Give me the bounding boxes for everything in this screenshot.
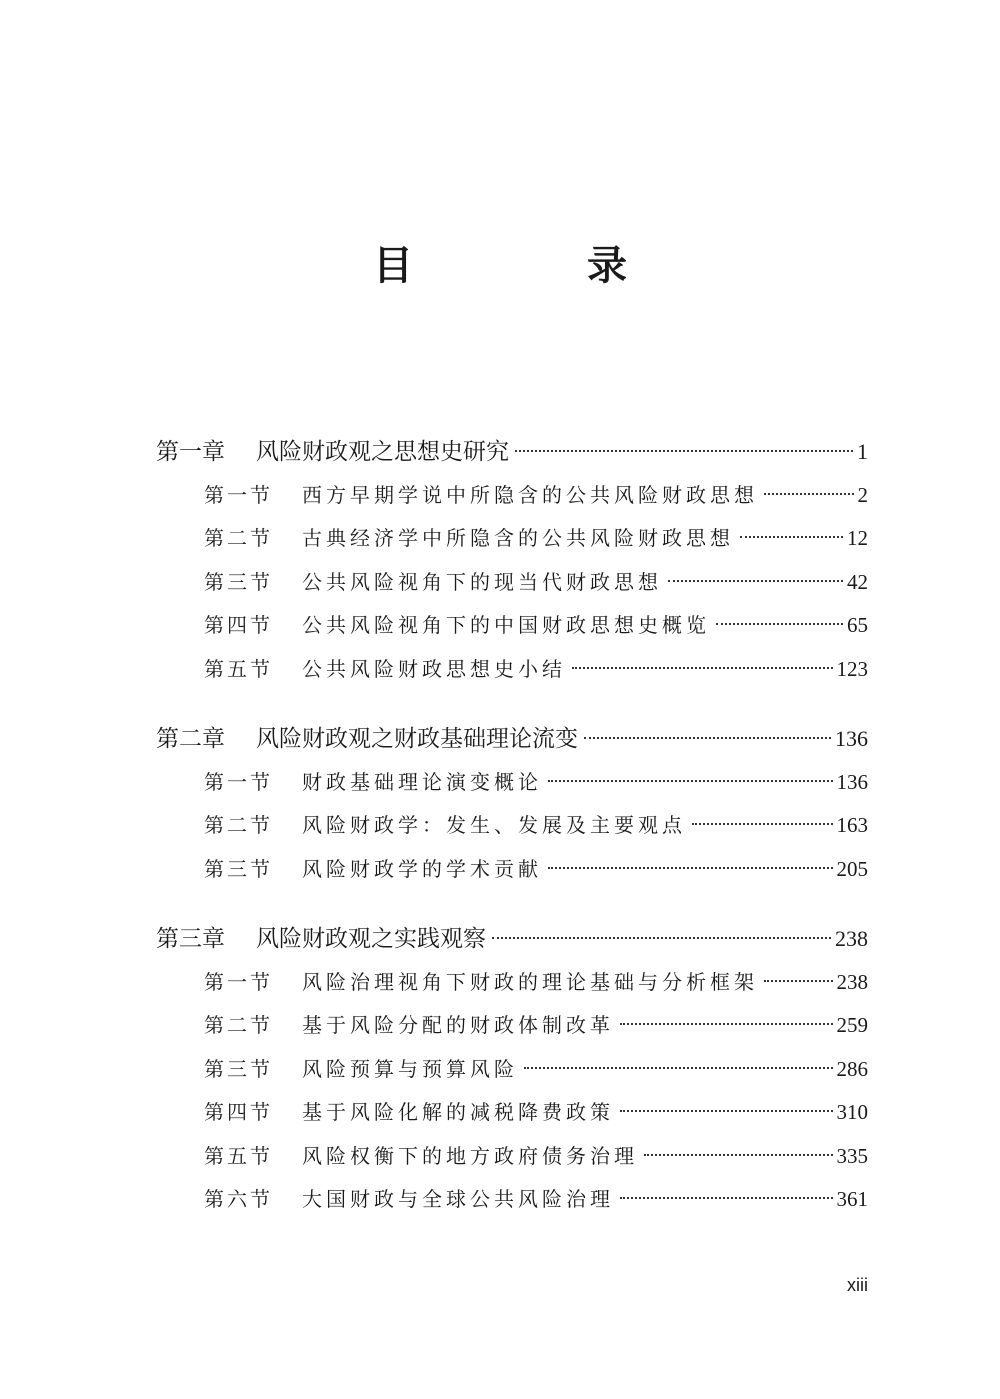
- section-title: 基于风险分配的财政体制改革: [302, 1013, 614, 1037]
- section-title: 大国财政与全球公共风险治理: [302, 1187, 614, 1211]
- section-entry[interactable]: [156, 961, 868, 1005]
- page-folio: xiii: [847, 1275, 868, 1295]
- page-number: 123: [836, 656, 868, 681]
- page-number: 2: [857, 482, 868, 507]
- dot-leader: [524, 1067, 833, 1069]
- page-number: 136: [835, 726, 868, 751]
- section-entry[interactable]: [156, 1048, 868, 1092]
- section-title: 风险预算与预算风险: [302, 1056, 518, 1081]
- section-label: 第一节: [204, 969, 273, 994]
- section-label: 第五节: [204, 656, 273, 681]
- chapter-label: 第三章: [156, 926, 225, 952]
- chapter-1: [156, 430, 868, 691]
- chapter-2: [156, 717, 868, 891]
- page-number: 361: [836, 1187, 868, 1211]
- chapter-entry[interactable]: [156, 430, 868, 474]
- section-entry[interactable]: [156, 474, 868, 518]
- page-number: 238: [836, 969, 868, 994]
- dot-leader: [584, 737, 831, 739]
- page-number: 42: [847, 569, 868, 594]
- section-label: 第四节: [204, 1100, 273, 1124]
- section-title: 财政基础理论演变概论: [302, 769, 542, 794]
- chapter-label: 第二章: [156, 726, 225, 752]
- section-entry[interactable]: [156, 517, 868, 561]
- chapter-title: 风险财政观之财政基础理论流变: [256, 726, 578, 752]
- section-title: 西方早期学说中所隐含的公共风险财政思想: [302, 482, 758, 507]
- dot-leader: [572, 667, 833, 669]
- section-label: 第二节: [204, 526, 273, 550]
- section-title: 公共风险视角下的现当代财政思想: [302, 569, 662, 594]
- page-number: 12: [847, 526, 868, 550]
- section-label: 第五节: [204, 1143, 273, 1168]
- section-entry[interactable]: [156, 804, 868, 848]
- section-entry[interactable]: [156, 848, 868, 892]
- chapter-3: [156, 917, 868, 1222]
- dot-leader: [515, 450, 853, 452]
- section-title: 公共风险财政思想史小结: [302, 656, 566, 681]
- page-number: 335: [836, 1143, 868, 1168]
- page-number: 205: [836, 856, 868, 881]
- chapter-entry[interactable]: [156, 717, 868, 761]
- section-entry[interactable]: [156, 761, 868, 805]
- dot-leader: [668, 580, 843, 582]
- section-label: 第三节: [204, 856, 273, 881]
- dot-leader: [548, 780, 833, 782]
- section-title: 基于风险化解的减税降费政策: [302, 1100, 614, 1124]
- dot-leader: [764, 493, 854, 495]
- section-label: 第六节: [204, 1187, 273, 1211]
- section-title: 风险权衡下的地方政府债务治理: [302, 1143, 638, 1168]
- section-label: 第一节: [204, 769, 273, 794]
- chapter-title: 风险财政观之思想史研究: [256, 439, 509, 465]
- chapter-label: 第一章: [156, 439, 225, 465]
- section-title: 风险财政学：发生、发展及主要观点: [302, 813, 686, 837]
- section-label: 第一节: [204, 482, 273, 507]
- chapter-entry[interactable]: [156, 917, 868, 961]
- section-entry[interactable]: [156, 648, 868, 692]
- section-label: 第三节: [204, 569, 273, 594]
- section-label: 第二节: [204, 1013, 273, 1037]
- page-number: 238: [835, 926, 868, 951]
- dot-leader: [620, 1110, 833, 1112]
- section-title: 古典经济学中所隐含的公共风险财政思想: [302, 526, 734, 550]
- section-label: 第四节: [204, 613, 273, 637]
- page-number: 310: [836, 1100, 868, 1124]
- page-title: 目 录: [373, 242, 707, 289]
- dot-leader: [692, 823, 833, 825]
- section-entry[interactable]: [156, 1135, 868, 1179]
- dot-leader: [548, 867, 833, 869]
- section-label: 第三节: [204, 1056, 273, 1081]
- section-title: 公共风险视角下的中国财政思想史概览: [302, 613, 710, 637]
- section-label: 第二节: [204, 813, 273, 837]
- dot-leader: [492, 937, 831, 939]
- page-number: 286: [836, 1056, 868, 1081]
- dot-leader: [644, 1154, 833, 1156]
- page-number: 163: [836, 813, 868, 837]
- section-entry[interactable]: [156, 1178, 868, 1222]
- section-title: 风险财政学的学术贡献: [302, 856, 542, 881]
- section-entry[interactable]: [156, 604, 868, 648]
- page-number: 1: [857, 439, 868, 464]
- section-entry[interactable]: [156, 1004, 868, 1048]
- section-entry[interactable]: [156, 561, 868, 605]
- page-number: 259: [836, 1013, 868, 1037]
- dot-leader: [716, 623, 843, 625]
- dot-leader: [620, 1197, 833, 1199]
- page-number: 65: [847, 613, 868, 637]
- chapter-title: 风险财政观之实践观察: [256, 926, 486, 952]
- section-entry[interactable]: [156, 1091, 868, 1135]
- section-title: 风险治理视角下财政的理论基础与分析框架: [302, 969, 758, 994]
- dot-leader: [764, 980, 833, 982]
- dot-leader: [620, 1023, 833, 1025]
- dot-leader: [740, 536, 843, 538]
- page-number: 136: [836, 769, 868, 794]
- table-of-contents: [156, 430, 868, 1248]
